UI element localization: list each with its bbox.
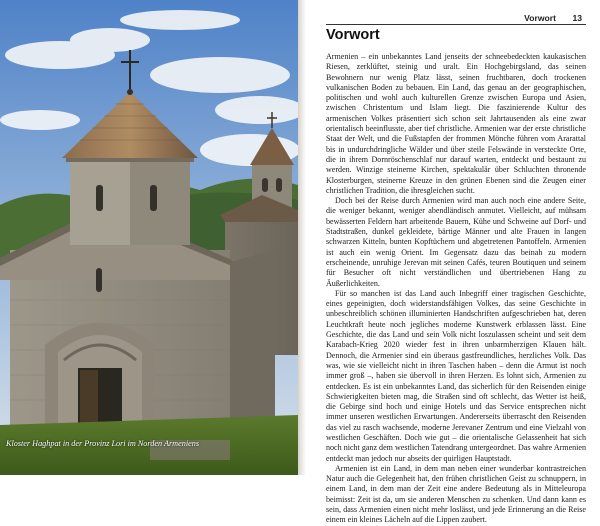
running-head-title: Vorwort — [524, 13, 556, 23]
paragraph: Armenien ist ein Land, in dem man neben einer wunderbar kontrastreichen Natur auch die Gelegenheit hat, den frühen christlichen Geist zu schnuppern, in einem Land, in dem man der Zeit eine andere Bedeutung als in Mitteleuropa beimisst: Zeit ist da, um sie anderen Menschen zu schenken. Und dann kann es sein, dass Armenien einen nicht mehr loslässt, und jede Erinnerung an die Reise einem ein kleines Lächeln auf die Lippen zaubert. — [326, 463, 586, 525]
body-text — [326, 52, 586, 526]
photo-caption: Kloster Haghpat in der Provinz Lori im Norden Armeniens — [6, 439, 200, 448]
text-page — [306, 0, 600, 525]
page-gutter — [298, 0, 306, 475]
paragraph: Doch bei der Reise durch Armenien wird man auch noch eine andere Seite, die weniger bekannt, weniger abendländisch anmutet. Vielleicht, auf mühsam bewässerten Feldern hart arbeitende Bauern, Kühe und Schweine auf Dorf- und Stadtstraßen, dunkel gekleidete, bärtige Männer und alte Frauen in langen schwarzen Kitteln, bunten Kopftüchern und abgetretenen Pantoffeln. Armenien ist auch ein wenig Orient. Im Gegensatz dazu das beinah zu modern erscheinende, unruhige Jerevan mit seinen Cafés, teuren Boutiquen und seinem für Besucher oft nicht verständlichen und übertriebenen Hang zu Äußerlichkeiten. — [326, 196, 586, 288]
header-rule — [326, 24, 586, 25]
monastery-photo — [0, 0, 298, 475]
paragraph: Für so manchen ist das Land auch Inbegriff einer tragischen Geschichte, eines gepeinigten, doch widerstandsfähigen Volkes, das seine Geschichte in unbeschreiblich schönen illuminierten Handschriften aufgeschrieben hat, deren Leuchtkraft heute noch jegliches moderne Kunstwerk erblassen lässt. Eine Geschichte, die das Land und sein Volk nicht loszulassen scheint und seit dem Karabach-Krieg 2020 wieder fest in ihren unbarmherzigen Klauen hält. Dennoch, die Armenier sind ein überaus gastfreundliches, herzliches Volk. Das was, wie sie vielleicht nicht in ihren Taschen haben – denn die Armut ist noch immer groß –, haben sie übervoll in ihren Herzen. Es lohnt sich, Armenien zu entdecken. Es ist ein unbekanntes Land, das sicherlich für den Reisenden einige Schwierigkeiten bieten mag, die Straßen sind oft schlecht, das Wetter ist heiß, die Gebirge sind hoch und einige Hotels und das Service entsprechen nicht immer unseren westlichen Erwartungen. Andererseits überrascht den Reisenden das viel zu rasch wachsende, moderne Jerevaner Zentrum und eine Vielzahl von westlichen Geschäften. Doch wie gut – die orientalische Gelassenheit hat sich noch nicht ganz dem westlichen Tatendrang untergeordnet. Das wahre Armenien entdeckt man jedoch nur abseits der quirligen Hauptstadt. — [326, 288, 586, 463]
paragraph: Armenien – ein unbekanntes Land jenseits der schneebedeckten kaukasischen Riesen, zerklüftet, steinig und uralt. Ein Hochgebirgsland, das seinen Bewohnern nur wenig Platz lässt, seinen fruchtbaren, doch trockenen vulkanischen Boden zu bebauen. Ein Land, das genau an der geographischen, politischen und wohl auch kulturellen Grenze zwischen Europa und Asien, zwischen Christentum und Islam liegt. Die faszinierende Kultur des armenischen Volkes präsentiert sich schon seit Jahrtausenden als eine zwar orientalisch beeinflusste, aber tief christliche. Armenien war der erste christliche Staat der Welt, und die Fußstapfen der frommen Mönche führen vom Ararattal bis in undurchdringliche Wälder und über steile Felswände in versteckte Orte, die in ihrem Dornröschenschlaf nur darauf warten, entdeckt und bestaunt zu werden. Winzige steinerne Kirchen, spektakulär über Schluchten thronende Klosterburgen, steinerne Kreuze in den grünen Ebenen sind die Zeugen einer christlichen Tradition, die ihresgleichen sucht. — [326, 52, 586, 195]
page-number: 13 — [572, 13, 582, 23]
chapter-title: Vorwort — [326, 27, 380, 43]
